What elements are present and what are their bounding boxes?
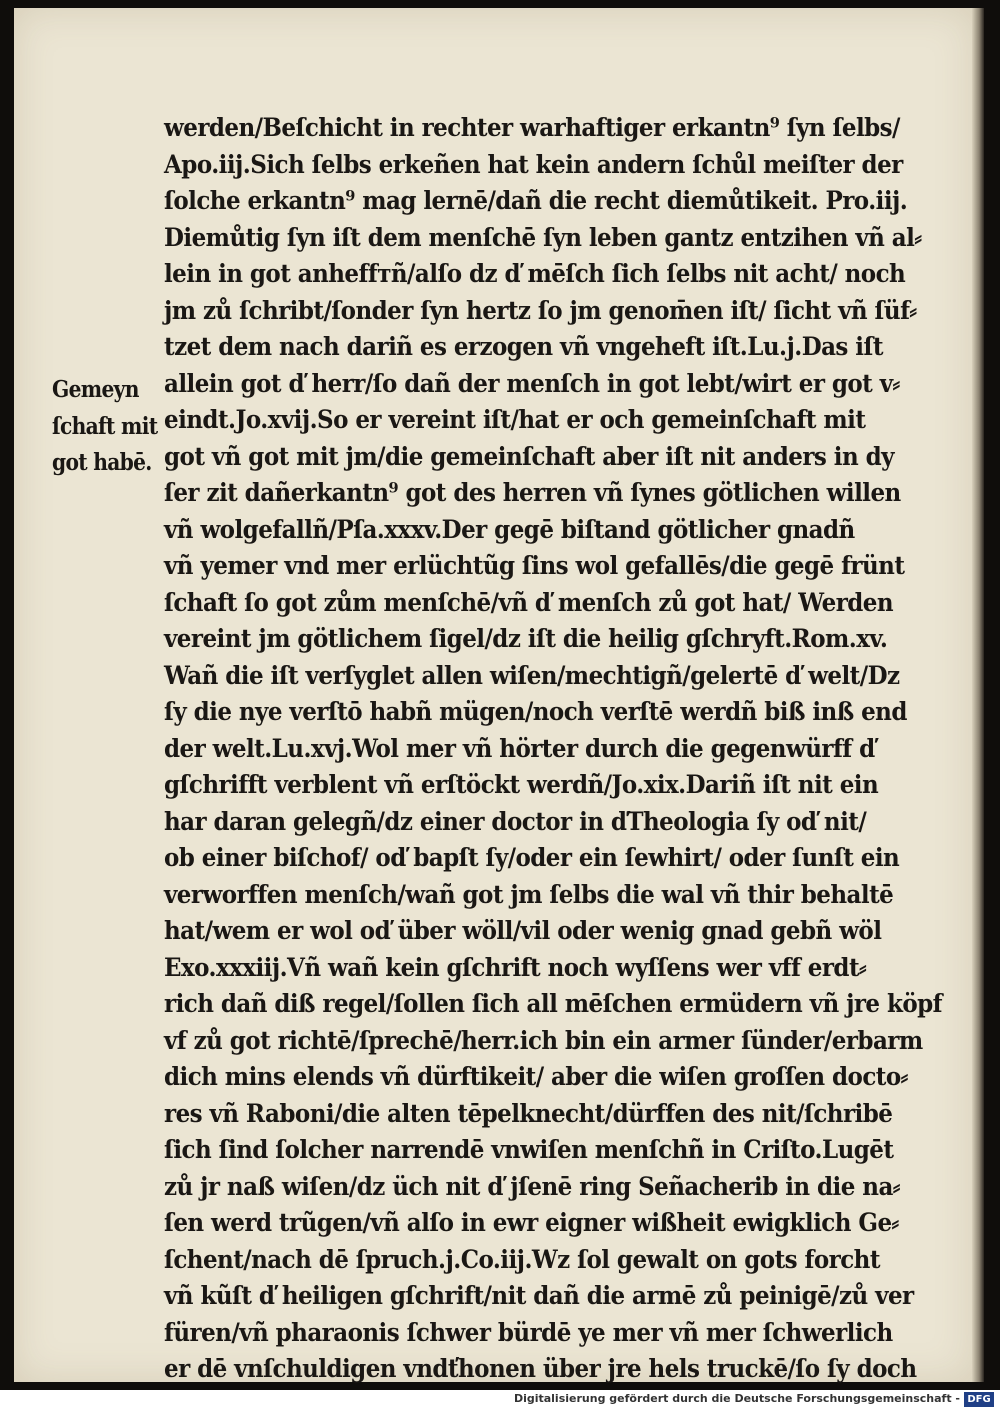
text-line: er dē vnſchuldigen vndťhonen über jre hels truckē/ſo ſy doch	[164, 1354, 917, 1383]
text-line: vf zů got richtē/ſprechē/herr.ich bin ein armer ſünder/erbarm	[164, 1025, 923, 1055]
text-line: Apo.iij.Sich ſelbs erkeñen hat kein andern ſchůl meiſter der	[164, 149, 903, 179]
margin-note-line: ſchaft mit	[52, 412, 158, 440]
text-line: vereint jm götlichem ſigel/dz iſt die heilig gſchryft.Rom.xv.	[164, 624, 888, 653]
text-line: Wañ die iſt verſyglet allen wiſen/mechtigñ/gelertē ď welt/Dz	[164, 660, 900, 690]
body-text	[164, 110, 943, 1388]
text-line: got vñ got mit jm/die gemeinſchaft aber iſt nit anders in dy	[164, 441, 894, 471]
text-line: allein got ď herr/ſo dañ der menſch in got lebt/wirt er got v⸗	[164, 368, 900, 398]
text-line: verworffen menſch/wañ got jm ſelbs die wal vñ thir behaltē	[164, 879, 894, 909]
text-line: res vñ Raboni/die alten tēpelknecht/dürffen des nit/ſchribē	[164, 1098, 893, 1128]
text-line: dich mins elends vñ dürftikeit/ aber die wiſen groſſen docto⸗	[164, 1062, 908, 1091]
text-line: zů jr naß wiſen/dz üch nit ď jſenē ring Señacherib in die na⸗	[164, 1171, 900, 1201]
text-line: ſchent/nach dē ſpruch.j.Co.iij.Wz ſol gewalt on gots forcht	[164, 1244, 880, 1274]
margin-note	[52, 372, 170, 482]
text-line: ſolche erkantn⁹ mag lernē/dañ die recht diemůtikeit. Pro.iij.	[164, 186, 908, 215]
funding-credit: Digitalisierung gefördert durch die Deutsche Forschungsgemeinschaft -	[513, 1392, 960, 1405]
text-line: der welt.Lu.xvj.Wol mer vñ hörter durch die gegenwürff ď	[164, 733, 875, 763]
text-line: ob einer biſchof/ oď bapſt ſy/oder ein ſewhirt/ oder ſunſt ein	[164, 843, 900, 872]
text-line: har daran gelegñ/dz einer doctor in ďTheologia ſy oď nit/	[164, 806, 867, 836]
text-line: Diemůtig ſyn iſt dem menſchē ſyn leben gantz entzihen vñ al⸗	[164, 222, 922, 252]
text-line: vñ yemer vnd mer erlüchtũg ſins wol gefallēs/die gegē frünt	[164, 551, 905, 580]
page-edge	[972, 8, 984, 1382]
text-line: ſchaft ſo got zům menſchē/vñ ď menſch zů got hat/ Werden	[164, 587, 894, 617]
text-line: füren/vñ pharaonis ſchwer bürdē ye mer vñ mer ſchwerlich	[164, 1317, 893, 1347]
margin-note-line: Gemeyn	[52, 376, 139, 403]
text-line: vñ wolgefallñ/Pſa.xxxv.Der gegē biſtand götlicher gnadñ	[164, 514, 855, 544]
text-line: hat/wem er wol oď über wöll/vil oder wenig gnad gebñ wöl	[164, 916, 882, 945]
text-line: ſen werd trũgen/vñ alſo in ewr eigner wißheit ewigklich Ge⸗	[164, 1208, 899, 1237]
text-line: tzet dem nach dariñ es erzogen vñ vngeheft iſt.Lu.j.Das iſt	[164, 332, 883, 361]
text-line: rich dañ diß regel/ſollen ſich all mēſchen ermüdern vñ jre köpf	[164, 989, 943, 1018]
text-line: ſich ſind ſolcher narrendē vnwiſen menſchñ in Criſto.Lugēt	[164, 1135, 894, 1164]
text-line: ſy die nye verſtō habñ mügen/noch verſtē werdñ biß inß end	[164, 697, 907, 726]
text-line: gſchrifft verblent vñ erſtöckt werdñ/Jo.xix.Dariñ iſt nit ein	[164, 770, 879, 799]
text-line: Exo.xxxiij.Vñ wañ kein gſchrift noch wyſſens wer vff erdt⸗	[164, 952, 867, 982]
text-line: ſer zit dañerkantn⁹ got des herren vñ ſynes götlichen willen	[164, 478, 901, 507]
text-line: lein in got anheffтñ/alſo dz ď mēſch ſich ſelbs nit acht/ noch	[164, 259, 906, 288]
text-line: vñ kũſt ď heiligen gſchrift/nit dañ die armē zů peinigē/zů ver	[164, 1281, 914, 1310]
margin-note-line: got habē.	[52, 449, 152, 476]
footer-bar	[0, 1390, 1000, 1409]
text-line: eindt.Jo.xvij.So er vereint iſt/hat er och gemeinſchaft mit	[164, 405, 866, 434]
text-line: jm zů ſchribt/ſonder ſyn hertz ſo jm genom̄en iſt/ ſicht vñ ſüf⸗	[164, 295, 917, 325]
dfg-logo[interactable]: DFG	[964, 1392, 994, 1407]
text-line: werden/Beſchicht in rechter warhaftiger erkantn⁹ ſyn ſelbs/	[164, 113, 900, 142]
